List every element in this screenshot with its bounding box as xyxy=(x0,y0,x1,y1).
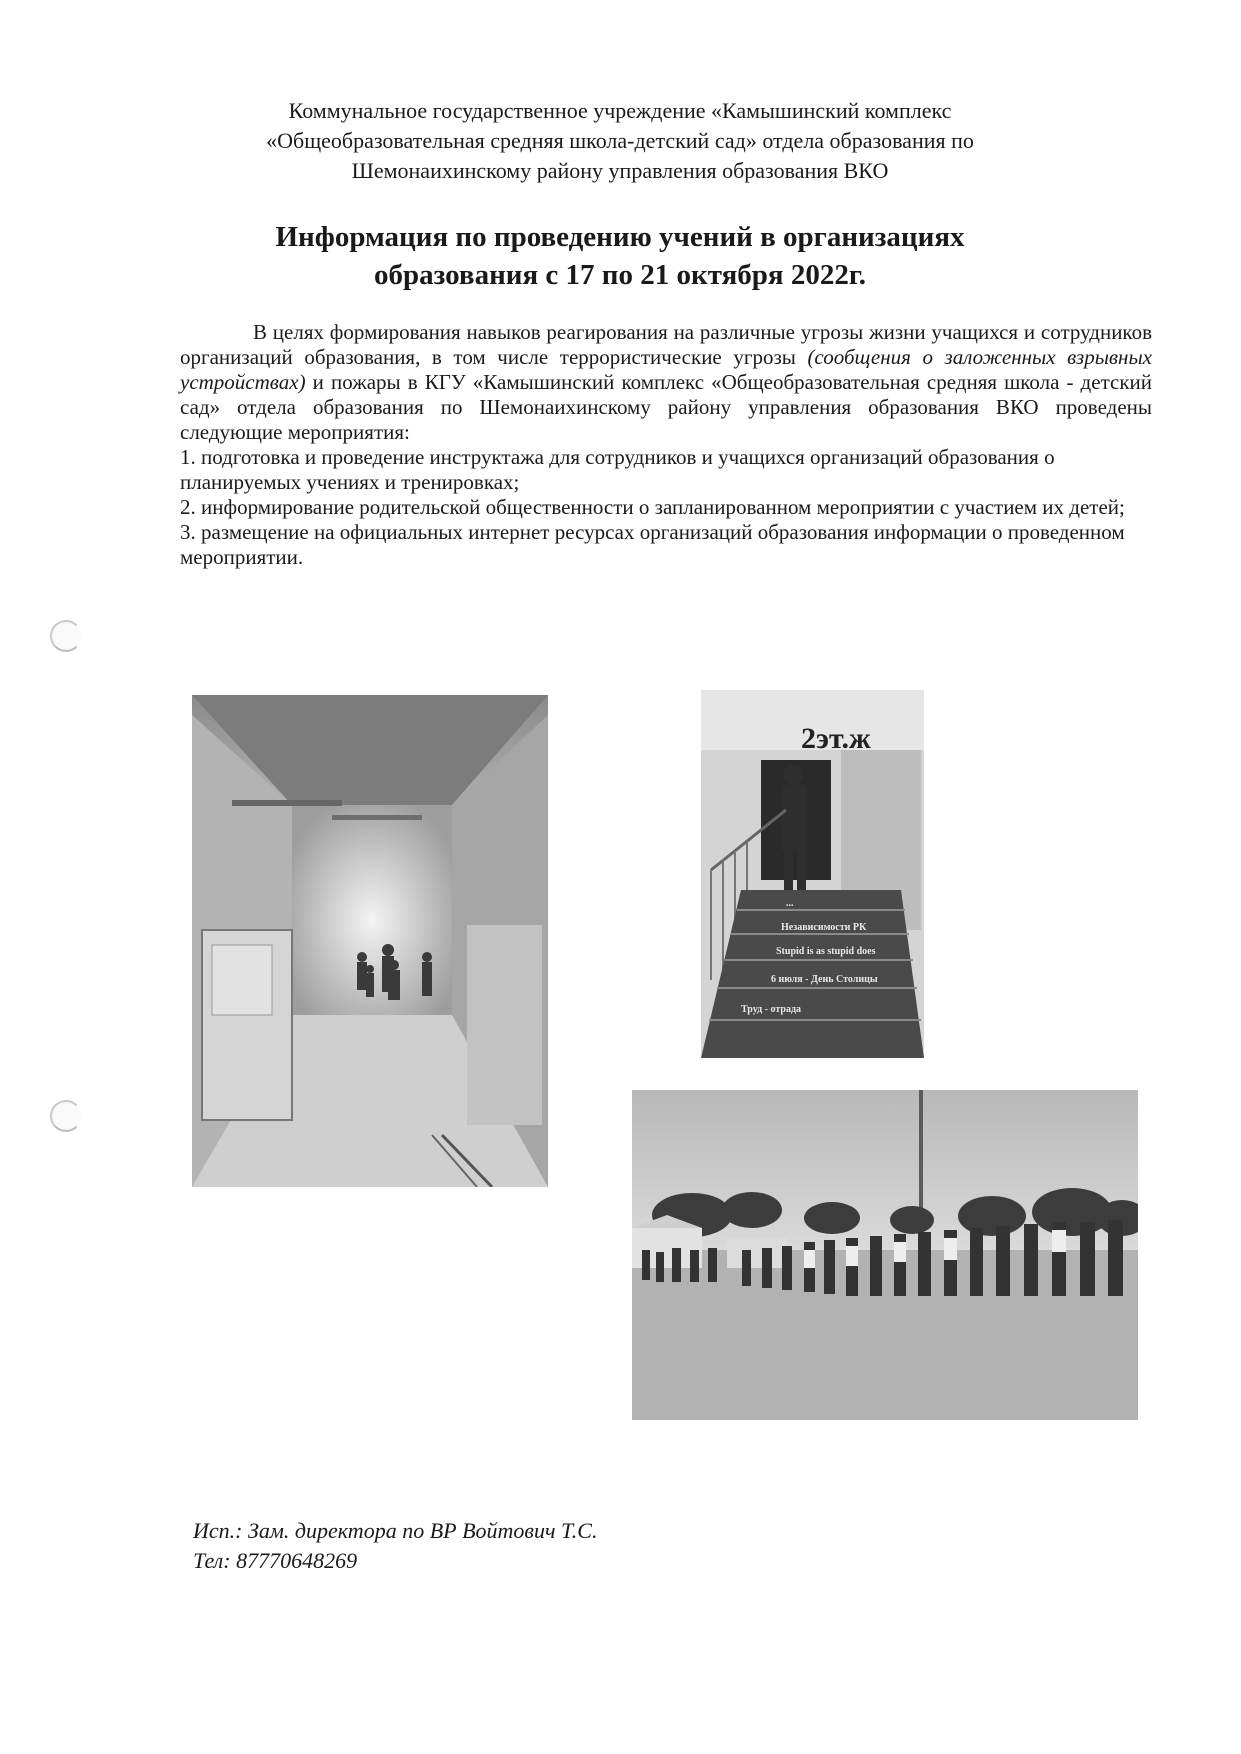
stair-text: 6 июля - День Столицы xyxy=(771,974,878,985)
intro-paragraph xyxy=(180,320,1152,445)
document-title xyxy=(140,218,1100,294)
stair-text: Stupid is as stupid does xyxy=(776,946,876,957)
intro-text: и пожары в КГУ «Камышинский комплекс «Общеобразовательная средняя школа - детский сад» отдела образования по Шемонаихинскому району управления образования ВКО проведены следующие мероприятия: xyxy=(180,370,1152,444)
list-item: 2. информирование родительской общественности о запланированном мероприятии с участием их детей; xyxy=(180,495,1125,519)
header-line: Шемонаихинскому району управления образования ВКО xyxy=(351,158,889,183)
header-line: «Общеобразовательная средняя школа-детский сад» отдела образования по xyxy=(266,128,974,153)
staircase-photo-image xyxy=(701,690,924,1058)
schoolyard-photo-image xyxy=(632,1090,1138,1420)
document-body xyxy=(180,320,1152,570)
title-line: образования с 17 по 21 октября 2022г. xyxy=(374,259,866,291)
stair-text: Независимости РК xyxy=(781,922,867,933)
corridor-photo-image xyxy=(192,695,548,1187)
punch-hole-bottom xyxy=(50,1100,82,1132)
intro-italic-text: (сообщения о заложенных взрывных устройствах) xyxy=(180,345,1152,394)
header-line: Коммунальное государственное учреждение «Камышинский комплекс xyxy=(288,98,952,123)
list-item: 3. размещение на официальных интернет ресурсах организаций образования информации о проведенном мероприятии. xyxy=(180,520,1125,569)
staircase-photo xyxy=(701,690,924,1058)
stair-text: ... xyxy=(786,898,794,909)
organization-header xyxy=(140,96,1100,186)
title-line: Информация по проведению учений в организациях xyxy=(275,221,965,253)
schoolyard-photo xyxy=(632,1090,1138,1420)
stair-text: Труд - отрада xyxy=(741,1004,801,1015)
list-item: 1. подготовка и проведение инструктажа для сотрудников и учащихся организаций образования о планируемых учениях и тренировках; xyxy=(180,445,1055,494)
document-footer xyxy=(193,1516,597,1576)
activities-list xyxy=(180,445,1152,570)
punch-hole-top xyxy=(50,620,82,652)
phone-line: Тел: 87770648269 xyxy=(193,1548,358,1573)
executor-line: Исп.: Зам. директора по ВР Войтович Т.С. xyxy=(193,1518,598,1543)
intro-text: В целях формирования навыков реагирования на различные угрозы жизни учащихся и сотрудников организаций образования, в том числе террористические угрозы xyxy=(180,320,1152,369)
corridor-photo xyxy=(192,695,548,1187)
floor-label: 2эт.ж xyxy=(801,722,871,755)
